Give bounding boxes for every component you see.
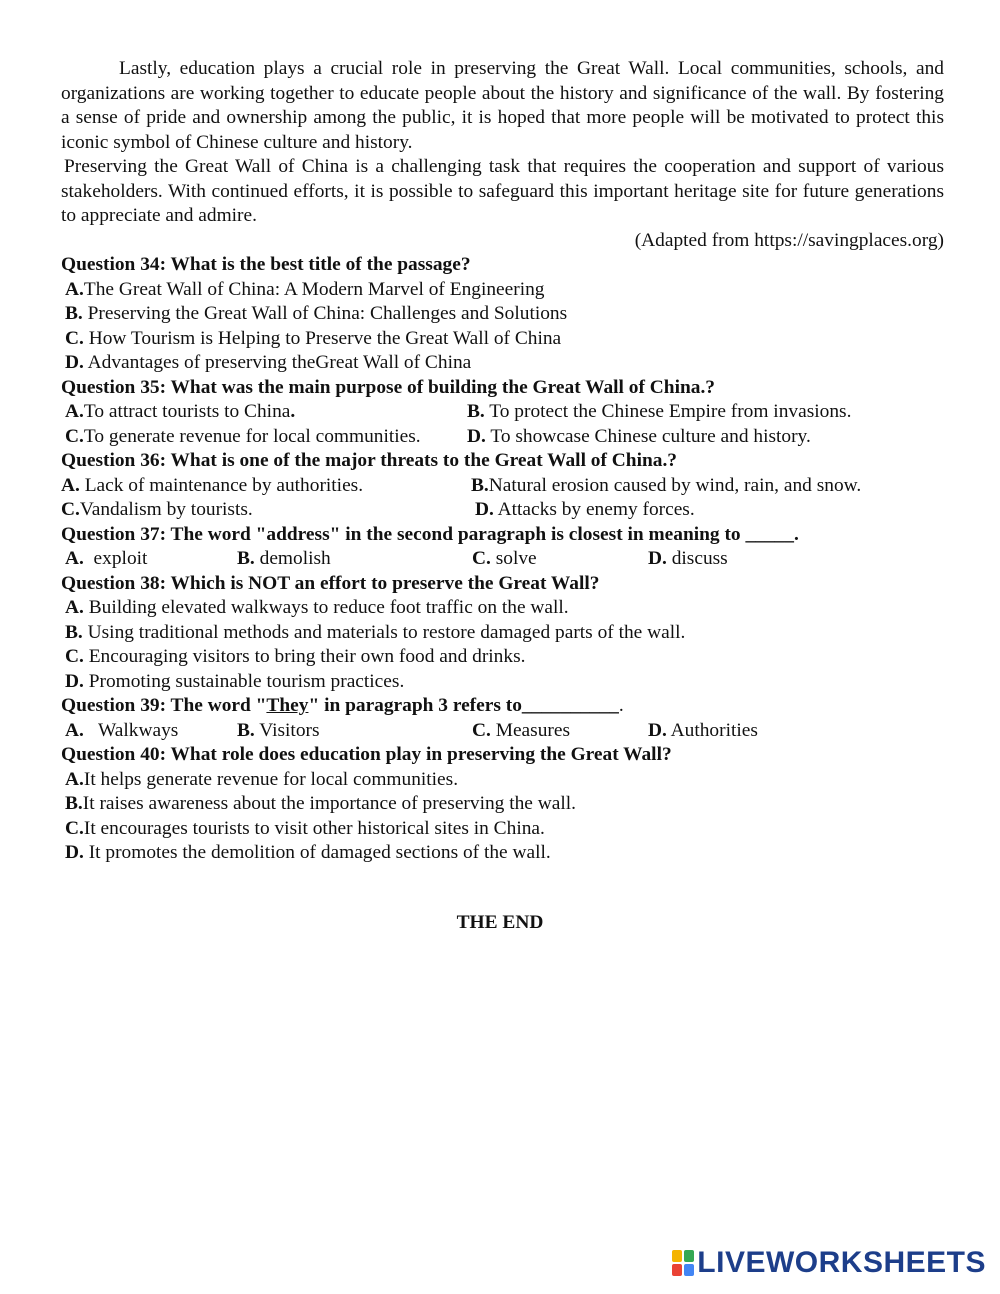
question-38-option-a[interactable]: A. Building elevated walkways to reduce foot traffic on the wall. xyxy=(65,597,569,618)
question-35-row-2 xyxy=(61,425,944,450)
question-40-option-c[interactable]: C.It encourages tourists to visit other historical sites in China. xyxy=(65,817,545,839)
question-37-stem: Question 37: The word "address" in the second paragraph is closest in meaning to _____. xyxy=(61,523,799,545)
question-39-option-a[interactable]: A. Walkways xyxy=(65,719,179,741)
question-37-option-a[interactable]: A. exploit xyxy=(65,548,148,569)
question-40-option-b[interactable]: B.It raises awareness about the importance of preserving the wall. xyxy=(65,793,576,814)
question-39-option-c[interactable]: C. Measures xyxy=(472,719,571,741)
passage-source: (Adapted from https://savingplaces.org) xyxy=(634,229,944,251)
question-38-option-c[interactable]: C. Encouraging visitors to bring their own food and drinks. xyxy=(65,646,526,667)
question-38-option-d[interactable]: D. Promoting sustainable tourism practices. xyxy=(65,670,405,692)
question-36-option-b[interactable]: B.Natural erosion caused by wind, rain, and snow. xyxy=(471,474,862,496)
question-39-stem: Question 39: The word "They" in paragraph 3 refers to__________. xyxy=(61,695,624,716)
worksheet-page xyxy=(61,57,944,866)
question-35-option-b[interactable]: B. To protect the Chinese Empire from invasions. xyxy=(467,401,852,422)
question-37-row xyxy=(61,547,944,572)
question-37-option-b[interactable]: B. demolish xyxy=(237,548,331,569)
question-39-option-b[interactable]: B. Visitors xyxy=(237,719,320,741)
question-39-option-d[interactable]: D. Authorities xyxy=(648,719,758,741)
question-35-option-a[interactable]: A.To attract tourists to China. xyxy=(65,401,296,422)
question-40-option-a[interactable]: A.It helps generate revenue for local communities. xyxy=(65,768,459,790)
question-36-row-2 xyxy=(61,498,944,523)
liveworksheets-logo[interactable] xyxy=(672,1246,986,1280)
question-36-option-a[interactable]: A. Lack of maintenance by authorities. xyxy=(61,474,364,496)
liveworksheets-wordmark: LIVEWORKSHEETS xyxy=(697,1246,986,1279)
question-36-stem: Question 36: What is one of the major threats to the Great Wall of China.? xyxy=(61,450,678,471)
question-37-option-d[interactable]: D. discuss xyxy=(648,548,728,569)
question-35-row-1 xyxy=(61,400,944,425)
question-38-option-b[interactable]: B. Using traditional methods and materials to restore damaged parts of the wall. xyxy=(65,621,686,643)
question-34-option-b[interactable]: B. Preserving the Great Wall of China: Challenges and Solutions xyxy=(65,303,568,324)
the-end-label: THE END xyxy=(456,912,544,933)
question-40-option-d[interactable]: D. It promotes the demolition of damaged sections of the wall. xyxy=(65,842,551,863)
liveworksheets-icon xyxy=(672,1250,694,1276)
question-36-option-c[interactable]: C.Vandalism by tourists. xyxy=(61,499,253,520)
question-35-stem: Question 35: What was the main purpose of building the Great Wall of China.? xyxy=(61,376,715,398)
question-39-blank: __________ xyxy=(521,695,619,716)
passage-paragraph-2: Preserving the Great Wall of China is a challenging task that requires the cooperation and support of various stakeholders. With continued efforts, it is possible to safeguard this important heritage site for future generations to appreciate and admire. xyxy=(61,156,944,226)
question-38-stem: Question 38: Which is NOT an effort to preserve the Great Wall? xyxy=(61,572,600,594)
question-39-row xyxy=(61,719,944,744)
question-34-option-a[interactable]: A.The Great Wall of China: A Modern Marvel of Engineering xyxy=(65,278,545,300)
question-37-option-c[interactable]: C. solve xyxy=(472,548,537,569)
question-34-option-d[interactable]: D. Advantages of preserving theGreat Wall of China xyxy=(65,352,472,373)
question-39-target-word: They xyxy=(266,695,309,716)
passage-paragraph-1: Lastly, education plays a crucial role in preserving the Great Wall. Local communities, schools, and organizations are working together to educate people about the history and significance of the wall. By fostering a sense of pride and ownership among the public, it is hoped that more people will be motivated to protect this iconic symbol of Chinese culture and history. xyxy=(61,58,944,153)
question-40-stem: Question 40: What role does education play in preserving the Great Wall? xyxy=(61,744,672,765)
question-35-option-c[interactable]: C.To generate revenue for local communities. xyxy=(65,425,421,447)
question-34-option-c[interactable]: C. How Tourism is Helping to Preserve the Great Wall of China xyxy=(65,327,562,349)
question-36-row-1 xyxy=(61,474,944,499)
question-34-stem: Question 34: What is the best title of the passage? xyxy=(61,254,471,275)
question-35-option-d[interactable]: D. To showcase Chinese culture and history. xyxy=(467,425,811,447)
question-36-option-d[interactable]: D. Attacks by enemy forces. xyxy=(475,499,695,520)
